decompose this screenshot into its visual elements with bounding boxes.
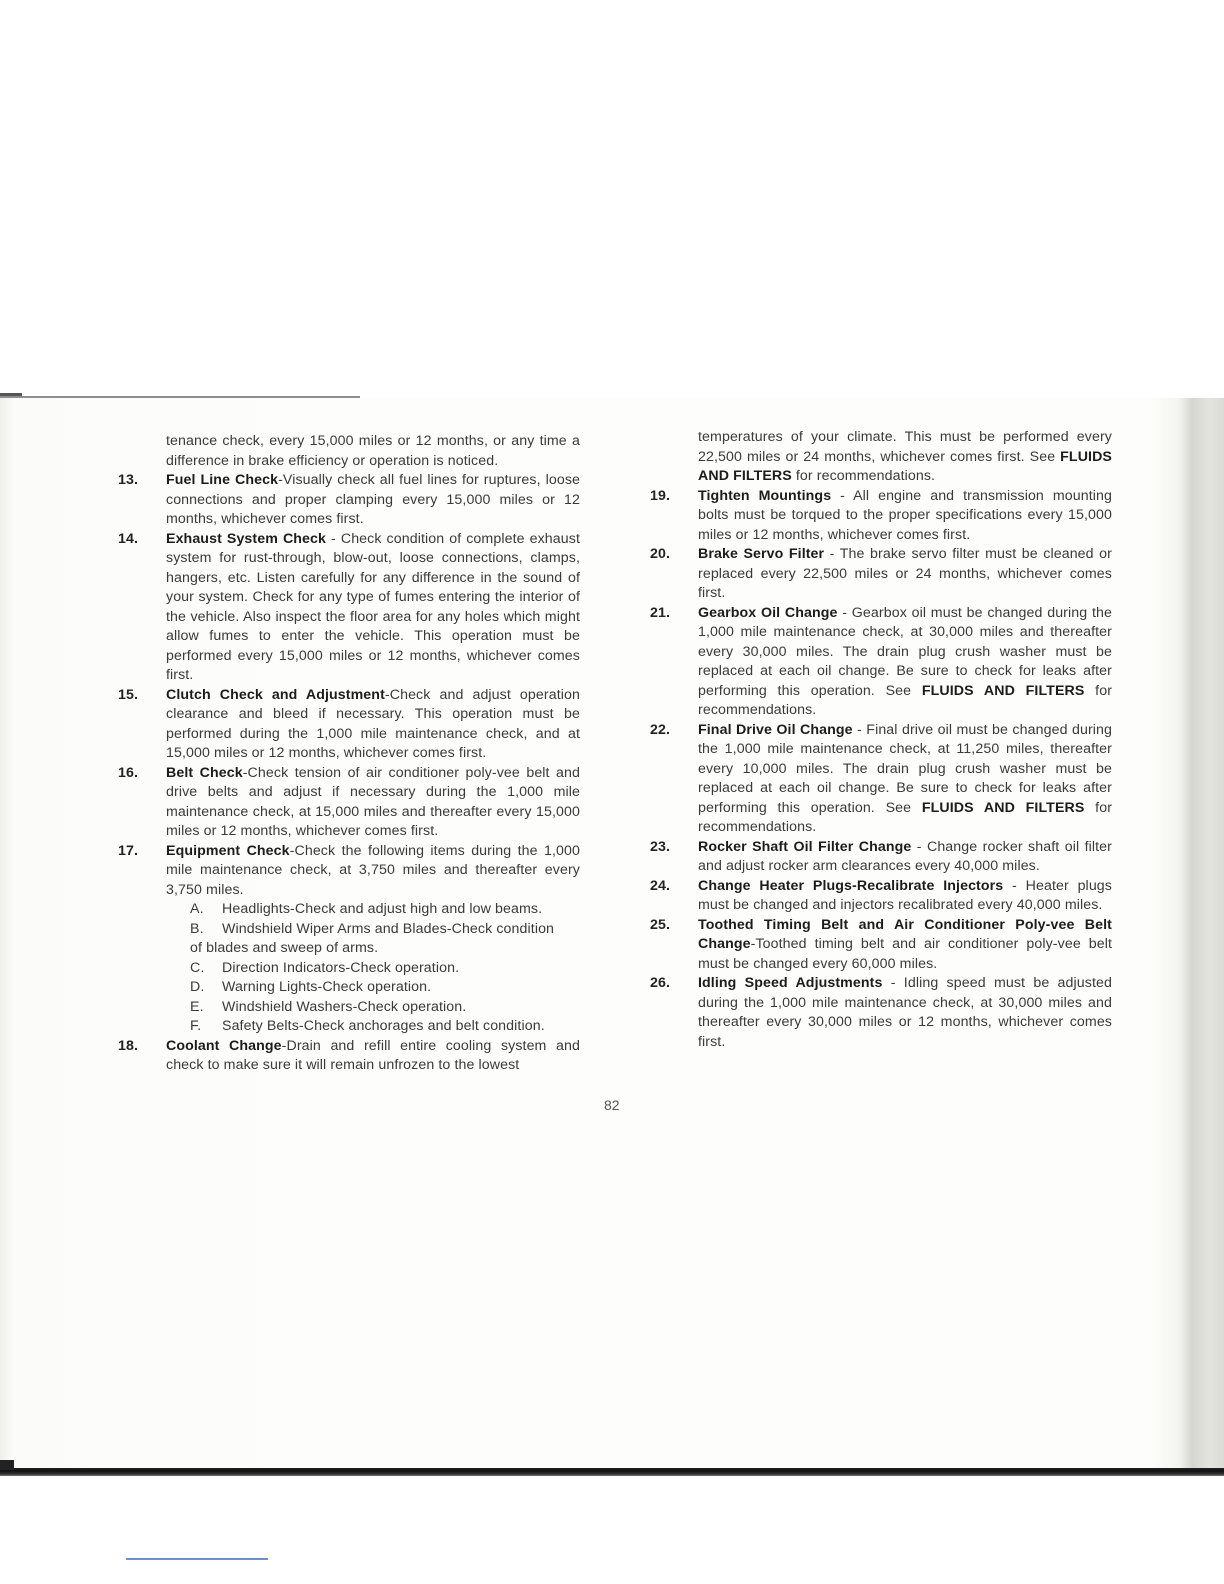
item-body: Check and adjust operation clearance and bleed if necessary. This operation must be performed during the 1,000 mile maintenance check, and at 15,000 miles or 12 months, whichever comes first.	[166, 686, 580, 761]
sub-item-text: Windshield Washers-Check operation.	[222, 998, 467, 1015]
item-separator: -	[278, 472, 283, 488]
list-item	[650, 545, 1112, 604]
item-title: Coolant Change	[166, 1037, 282, 1054]
fluids-filters-reference: FLUIDS AND FILTERS	[921, 799, 1085, 816]
sub-item-text: Headlights-Check and adjust high and low beams.	[222, 901, 543, 917]
sub-item	[118, 959, 580, 979]
list-item	[118, 842, 580, 901]
page-bottom-corner	[0, 1460, 14, 1470]
item-separator: -	[242, 764, 248, 781]
item-number: 15.	[118, 686, 139, 703]
fluids-filters-reference: FLUIDS AND FILTERS	[921, 682, 1085, 699]
sub-item-text: Windshield Wiper Arms and Blades-Check condition	[222, 920, 555, 937]
sub-item	[118, 920, 580, 940]
page-fold-shadow	[1180, 398, 1224, 1470]
sub-item-letter: F.	[190, 1018, 202, 1034]
item-title: Toothed Timing Belt and Air Conditioner Poly-vee Belt Change	[698, 916, 1112, 952]
item-separator: -	[326, 530, 341, 547]
stray-scan-line	[126, 1558, 268, 1560]
list-item	[650, 838, 1112, 877]
item-title: Equipment Check	[166, 842, 290, 859]
sub-item	[118, 1017, 580, 1037]
item-separator: -	[852, 721, 867, 738]
list-item	[650, 877, 1112, 916]
item-title: Brake Servo Filter	[698, 546, 825, 562]
item-body: Idling speed must be adjusted during the 1,000 mile maintenance check, at 30,000 miles and thereafter every 30,000 miles or 12 months, whichever comes first.	[698, 975, 1112, 1050]
item-body: Final drive oil must be changed during the 1,000 mile maintenance check, at 11,250 miles, thereafter every 10,000 miles. The drain plug crush washer must be replaced at each oil change. Be sure to check for leaks after performing this operation. See	[698, 721, 1112, 816]
item-body: Check the following items during the 1,000 mile maintenance check, at 3,750 miles and thereafter every 3,750 miles.	[166, 842, 580, 898]
sub-item-letter: D.	[190, 979, 205, 995]
item-title: Change Heater Plugs-Recalibrate Injectors	[698, 877, 1004, 894]
sub-item-text: Warning Lights-Check operation.	[222, 979, 432, 995]
item-number: 14.	[118, 530, 139, 547]
page-bottom-edge	[0, 1468, 1224, 1476]
list-item	[650, 721, 1112, 838]
sub-item-text: Direction Indicators-Check operation.	[222, 959, 460, 976]
page-top-edge	[0, 396, 360, 398]
item-number: 25.	[650, 916, 671, 933]
continuation-tail: for recommendations.	[795, 468, 936, 484]
item-tail: for recommendations.	[698, 682, 1113, 718]
right-continuation-text	[650, 428, 1112, 487]
item-body: All engine and transmission mounting bolts must be torqued to the proper specifications every 15,000 miles or 12 months, whichever comes first.	[698, 487, 1113, 543]
item-title: Exhaust System Check	[166, 530, 327, 547]
page-number: 82	[604, 1097, 620, 1113]
sub-item-letter: E.	[190, 998, 204, 1015]
item-title: Tighten Mountings	[698, 487, 832, 504]
item-body: Heater plugs must be changed and injectors recalibrated every 40,000 miles.	[698, 877, 1112, 913]
list-item	[650, 487, 1112, 546]
item-number: 17.	[118, 842, 139, 859]
list-item	[650, 916, 1112, 975]
item-body: Drain and refill entire cooling system and check to make sure it will remain unfrozen to the lowest	[166, 1037, 580, 1073]
list-item	[118, 764, 580, 842]
item-separator: -	[831, 487, 854, 504]
list-item	[650, 604, 1112, 721]
item-number: 26.	[650, 975, 671, 991]
item-separator: -	[882, 975, 904, 991]
list-item	[118, 686, 580, 764]
list-item	[118, 530, 580, 686]
fluids-filters-reference: FLUIDS AND FILTERS	[698, 448, 1112, 484]
item-number: 21.	[650, 604, 671, 621]
item-number: 24.	[650, 877, 671, 894]
continuation-body: temperatures of your climate. This must be performed every 22,500 miles or 24 months, whichever comes first. See	[698, 429, 1112, 465]
item-separator: -	[289, 842, 295, 859]
sub-item-letter: C.	[190, 959, 205, 976]
sub-item	[118, 900, 580, 920]
item-separator: -	[837, 604, 852, 621]
item-separator: -	[281, 1037, 287, 1054]
sub-item-continuation: of blades and sweep of arms.	[190, 940, 379, 956]
item-body: Check condition of complete exhaust system for rust-through, blow-out, loose connections, clamps, hangers, etc. Listen carefully for any difference in the sound of your system. Check for any type of fumes entering the interior of the vehicle. Also inspect the floor area for any holes which might allow fumes to enter the vehicle. This operation must be performed every 15,000 miles or 12 months, whichever comes first.	[166, 530, 580, 683]
sub-item-letter: A.	[190, 901, 204, 917]
left-column	[118, 432, 580, 1076]
sub-item	[118, 998, 580, 1018]
item-number: 20.	[650, 546, 671, 562]
list-item	[650, 974, 1112, 1052]
item-body: The brake servo filter must be cleaned or replaced every 22,500 miles or 24 months, whichever comes first.	[698, 546, 1112, 601]
item-body: Check tension of air conditioner poly-vee belt and drive belts and adjust if necessary during the 1,000 mile maintenance check, at 15,000 miles and thereafter every 15,000 miles or 12 months, whichever comes first.	[166, 764, 580, 839]
page-corner-edge	[0, 393, 22, 396]
item-title: Belt Check	[166, 764, 243, 781]
right-column	[650, 428, 1112, 1052]
sub-item-text: Safety Belts-Check anchorages and belt condition.	[222, 1018, 545, 1034]
item-title: Fuel Line Check	[166, 472, 279, 488]
list-item	[118, 1037, 580, 1076]
item-separator: -	[750, 936, 756, 952]
item-body: Visually check all fuel lines for ruptures, loose connections and proper clamping every 15,000 miles or 12 months, whichever comes first.	[166, 472, 580, 527]
item-separator: -	[911, 838, 927, 855]
item-number: 19.	[650, 487, 671, 504]
list-item	[118, 471, 580, 530]
item-number: 13.	[118, 472, 139, 488]
item-body: Toothed timing belt and air conditioner poly-vee belt must be changed every 60,000 miles.	[698, 936, 1112, 972]
item-number: 22.	[650, 721, 671, 738]
item-title: Gearbox Oil Change	[698, 604, 838, 621]
item-separator: -	[824, 546, 840, 562]
item-body: Gearbox oil must be changed during the 1,000 mile maintenance check, at 30,000 miles and thereafter every 30,000 miles. The drain plug crush washer must be replaced at each oil change. Be sure to check for leaks after performing this operation. See	[698, 604, 1112, 699]
item-title: Idling Speed Adjustments	[698, 975, 883, 991]
item-title: Clutch Check and Adjustment	[166, 686, 385, 703]
item-number: 18.	[118, 1037, 139, 1054]
sub-item-letter: B.	[190, 920, 204, 937]
item-separator: -	[1003, 877, 1026, 894]
item-title: Rocker Shaft Oil Filter Change	[698, 838, 912, 855]
item-body: Change rocker shaft oil filter and adjust rocker arm clearances every 40,000 miles.	[698, 838, 1112, 874]
item-tail: for recommendations.	[698, 799, 1113, 835]
item-number: 23.	[650, 838, 671, 855]
item-title: Final Drive Oil Change	[698, 721, 853, 738]
item-number: 16.	[118, 764, 139, 781]
sub-item	[118, 978, 580, 998]
left-continuation-text: tenance check, every 15,000 miles or 12 months, or any time a difference in brake efficiency or operation is noticed.	[166, 433, 580, 469]
item-separator: -	[384, 686, 390, 703]
